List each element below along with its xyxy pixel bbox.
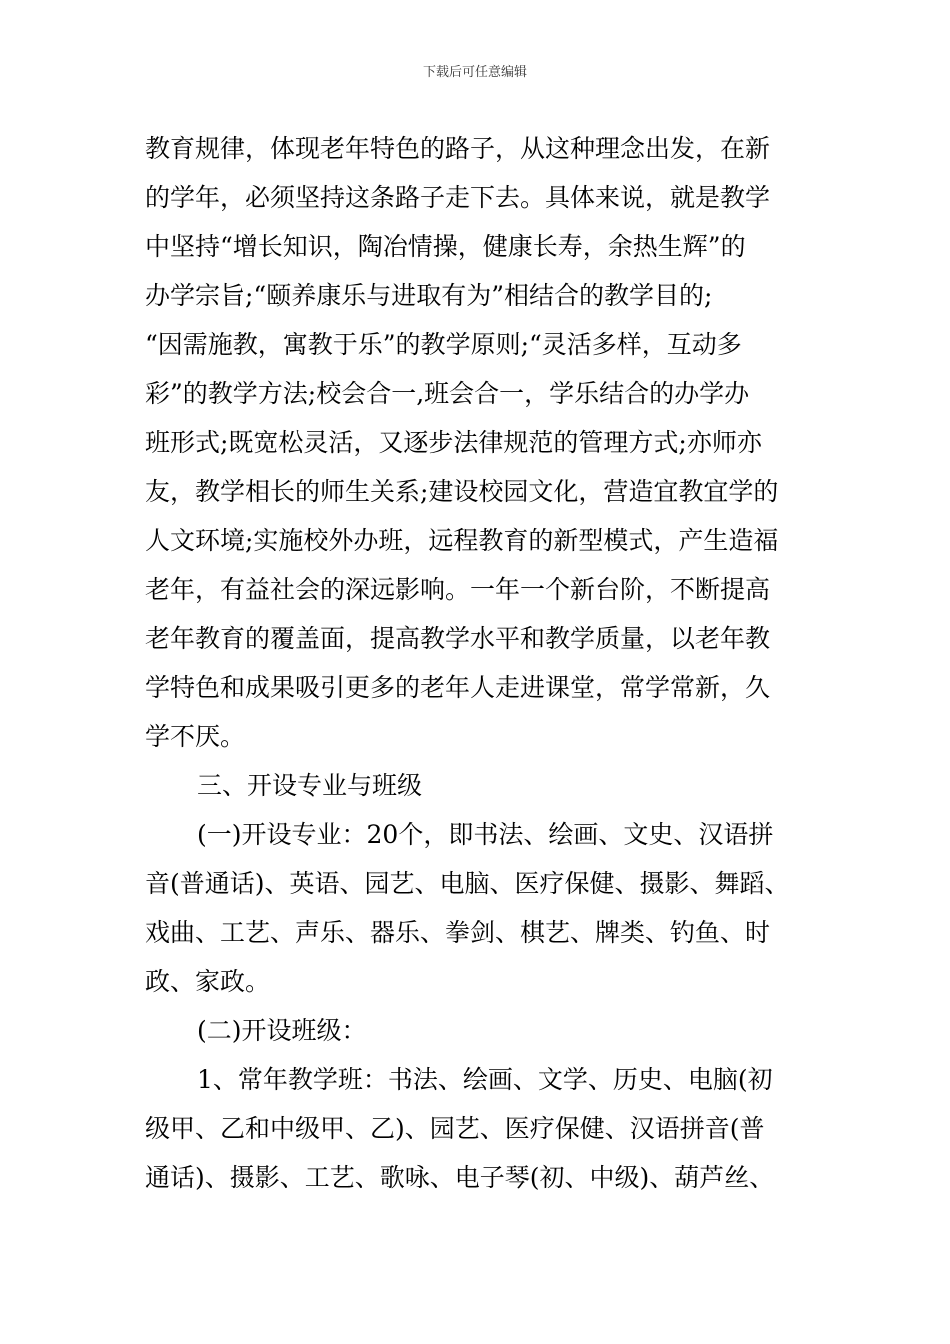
text-line: (一)开设专业：20个，即书法、绘画、文史、汉语拼 (197, 820, 774, 849)
text-line: 的学年，必须坚持这条路子走下去。具体来说，就是教学 (145, 183, 771, 212)
text-line: 学不厌。 (145, 722, 246, 751)
text-line: 音(普通话)、英语、园艺、电脑、医疗保健、摄影、舞蹈、 (145, 869, 790, 898)
text-line: 1、常年教学班：书法、绘画、文学、历史、电脑(初 (197, 1065, 773, 1094)
text-line: 中坚持“增长知识，陶冶情操，健康长寿，余热生辉”的 (145, 232, 746, 261)
text-line: 人文环境;实施校外办班，远程教育的新型模式，产生造福 (145, 526, 779, 555)
text-line: 政、家政。 (145, 967, 271, 996)
text-line: 班形式;既宽松灵活，又逐步法律规范的管理方式;亦师亦 (145, 428, 762, 457)
text-line: 彩”的教学方法;校会合一,班会合一，学乐结合的办学办 (145, 379, 750, 408)
text-line: 办学宗旨;“颐养康乐与进取有为”相结合的教学目的; (145, 281, 713, 310)
text-line: 学特色和成果吸引更多的老年人走进课堂，常学常新，久 (145, 673, 771, 702)
document-body (145, 124, 825, 1202)
text-line: 友，教学相长的师生关系;建设校园文化，营造宜教宜学的 (145, 477, 779, 506)
text-line: 戏曲、工艺、声乐、器乐、拳剑、棋艺、牌类、钓鱼、时 (145, 918, 771, 947)
text-line: 级甲、乙和中级甲、乙)、园艺、医疗保健、汉语拼音(普 (145, 1114, 765, 1143)
text-line: “因需施教，寓教于乐”的教学原则;“灵活多样，互动多 (145, 330, 742, 359)
text-line: 老年教育的覆盖面，提高教学水平和教学质量，以老年教 (145, 624, 771, 653)
text-line: 老年，有益社会的深远影响。一年一个新台阶，不断提高 (145, 575, 771, 604)
section-heading: 三、开设专业与班级 (197, 771, 423, 800)
text-line: 教育规律，体现老年特色的路子，从这种理念出发，在新 (145, 134, 771, 163)
page-header: 下载后可任意编辑 (422, 65, 527, 80)
subsection-heading: (二)开设班级： (197, 1016, 367, 1045)
text-line: 通话)、摄影、工艺、歌咏、电子琴(初、中级)、葫芦丝、 (145, 1163, 775, 1192)
